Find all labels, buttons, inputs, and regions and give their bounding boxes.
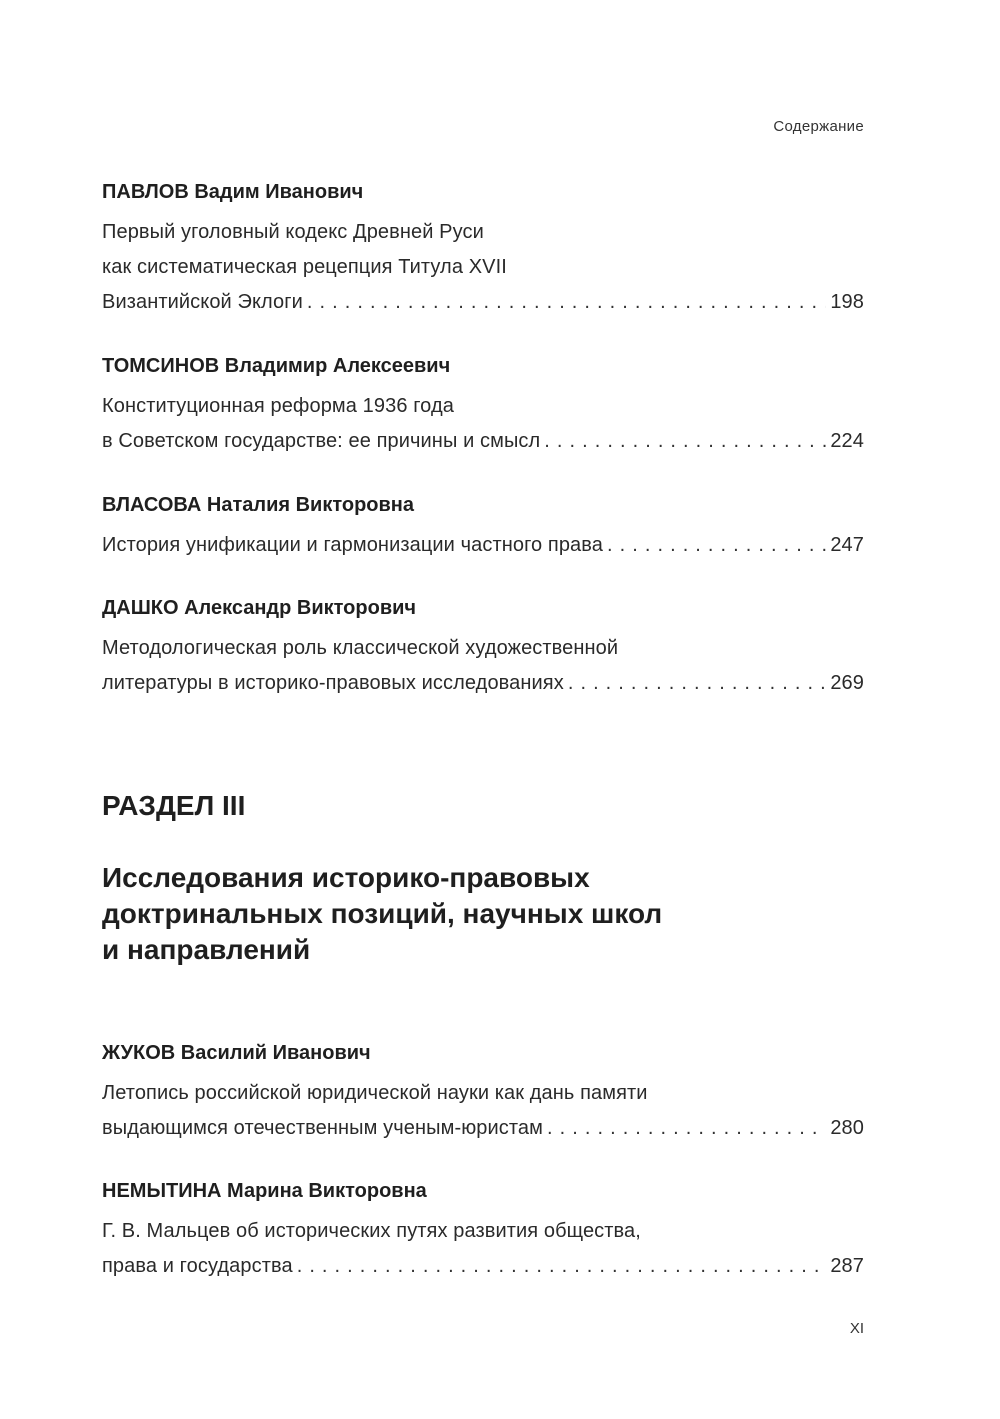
entry-title-line: Летопись российской юридической науки как дань памяти [102, 1082, 648, 1104]
entry-title-last-line [102, 666, 864, 701]
page-number: 224 [830, 430, 864, 452]
dot-leader [544, 424, 826, 459]
page-number: 280 [830, 1117, 864, 1139]
entry-author: ВЛАСОВА Наталия Викторовна [102, 494, 415, 516]
entry-title-line: Конституционная реформа 1936 года [102, 395, 454, 417]
entry-title-last-line [102, 1249, 864, 1284]
entry-title-text: права и государства [102, 1255, 293, 1277]
toc-entry-nemytina[interactable] [102, 1180, 864, 1284]
toc-entry-dashko[interactable] [102, 597, 864, 701]
entry-author: ЖУКОВ Василий Иванович [102, 1042, 371, 1064]
entry-title-line: Первый уголовный кодекс Древней Руси [102, 221, 484, 243]
page-number: 198 [830, 291, 864, 313]
entry-title-line: Методологическая роль классической художественной [102, 637, 619, 659]
entry-title-last-line [102, 528, 864, 563]
dot-leader [297, 1249, 827, 1284]
toc-entry-tomsinov[interactable] [102, 355, 864, 459]
entry-title-last-line [102, 424, 864, 459]
entry-title-line: как систематическая рецепция Титула XVII [102, 256, 507, 278]
dot-leader [307, 285, 826, 320]
toc-entry-zhukov[interactable] [102, 1042, 864, 1146]
section-title [102, 860, 802, 968]
entry-title-last-line [102, 1111, 864, 1146]
entry-title-last-line [102, 285, 864, 320]
entry-title-line: Г. В. Мальцев об исторических путях развития общества, [102, 1220, 641, 1242]
dot-leader [547, 1111, 826, 1146]
entry-author: ДАШКО Александр Викторович [102, 597, 417, 619]
toc-entry-vlasova[interactable] [102, 494, 864, 563]
page-number: 269 [830, 672, 864, 694]
entry-title-text: Византийской Эклоги [102, 291, 303, 313]
page-number: 247 [830, 534, 864, 556]
entry-author: ПАВЛОВ Вадим Иванович [102, 181, 364, 203]
section-title-line: Исследования историко-правовых [102, 862, 590, 893]
section-title-line: доктринальных позиций, научных школ [102, 898, 663, 929]
page-folio: XI [849, 1320, 864, 1337]
entry-title-text: выдающимся отечественным ученым-юристам [102, 1117, 544, 1139]
entry-author: НЕМЫТИНА Марина Викторовна [102, 1180, 427, 1202]
toc-entry-pavlov[interactable] [102, 181, 864, 320]
page-number: 287 [830, 1255, 864, 1277]
section-label: РАЗДЕЛ III [102, 790, 246, 821]
running-head: Содержание [773, 118, 864, 135]
entry-title-text: литературы в историко-правовых исследованиях [102, 672, 564, 694]
entry-author: ТОМСИНОВ Владимир Алексеевич [102, 355, 451, 377]
entry-title-text: в Советском государстве: ее причины и смысл [102, 430, 541, 452]
dot-leader [568, 666, 826, 701]
section-title-line: и направлений [102, 934, 311, 965]
entry-title-text: История унификации и гармонизации частного права [102, 534, 604, 556]
dot-leader [607, 528, 826, 563]
